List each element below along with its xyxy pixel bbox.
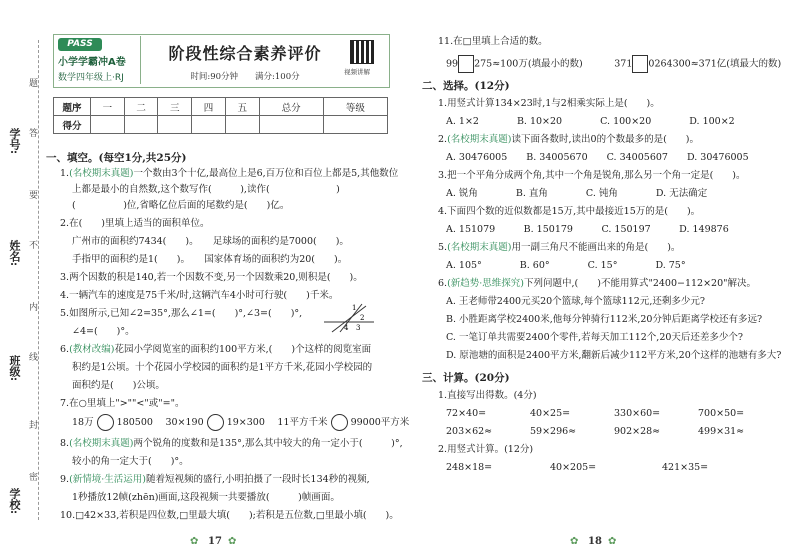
compare-right: 19×300 <box>226 417 265 428</box>
vertical-calc: 248×18= <box>446 462 493 473</box>
page-title: 阶段性综合素养评价 <box>168 44 322 63</box>
question-line: 1秒播放12帧(zhēn)画面,这段视频一共要播放( )帧画面。 <box>72 492 340 503</box>
question-line: 面积约是( )公顷。 <box>72 380 165 391</box>
score-row-label: 得分 <box>54 116 91 134</box>
score-header-cell: 二 <box>124 98 158 116</box>
section-heading: 一、填空。(每空1分,共25分) <box>46 152 187 164</box>
option-line: A. 105° B. 60° C. 15° D. 75° <box>446 260 686 271</box>
option-line: A. 30476005 B. 34005670 C. 34005607 D. 30476005 <box>446 152 749 163</box>
fill-box[interactable] <box>632 55 648 73</box>
option-line: A. 王老师带2400元买20个篮球,每个篮球112元,还剩多少元? <box>446 296 705 307</box>
binding-word: 封 <box>29 418 38 431</box>
score-input-cell[interactable] <box>259 116 323 134</box>
question-line: 手指甲的面积约是1( )。 国家体育场的面积约为20( )。 <box>72 254 348 265</box>
option-line: A. 锐角 B. 直角 C. 钝角 D. 无法确定 <box>446 188 708 199</box>
score-header-cell: 总分 <box>259 98 323 116</box>
score-input-cell[interactable] <box>192 116 226 134</box>
question-line: 1.直接写出得数。(4分) <box>438 390 537 401</box>
question-line: 6.(教材改编)花园小学阅览室的面积约100平方米,( )个这样的阅览室面 <box>60 344 372 355</box>
angle-label: 3 <box>356 324 361 332</box>
leaf-icon: ✿ <box>608 536 617 547</box>
score-table <box>53 97 388 134</box>
question-line: 11.在□里填上合适的数。 <box>438 36 548 47</box>
class-field[interactable]: 班级: <box>8 355 21 382</box>
oral-calc: 40×25= <box>530 408 571 419</box>
compare-circle[interactable] <box>331 414 348 431</box>
page-number: 17 <box>208 536 222 547</box>
question-line: 4.下面四个数的近似数都是15万,其中最接近15万的是( )。 <box>438 206 701 217</box>
oral-calc: 499×31≈ <box>698 426 745 437</box>
score-header-cell: 一 <box>91 98 125 116</box>
qr-label: 视频讲解 <box>344 68 370 76</box>
question-tag: (教材改编) <box>69 344 115 355</box>
series-name: 小学学霸冲A卷 <box>58 57 126 68</box>
angle-label: 2 <box>360 314 365 322</box>
leaf-icon: ✿ <box>228 536 237 547</box>
question-line: 上都是最小的自然数,这个数写作( ),读作( ) <box>72 184 340 195</box>
angle-label: 1 <box>352 304 357 312</box>
oral-calc: 72×40= <box>446 408 487 419</box>
question-line: 5.如图所示,已知∠2=35°,那么∠1=( )°,∠3=( )°, <box>60 308 303 319</box>
question-tag: (名校期末真题) <box>69 168 134 179</box>
compare-right: 180500 <box>116 417 153 428</box>
question-line: 6.(新趋势·思维探究)下列问题中,( )不能用算式"2400−112×20"解决。 <box>438 278 757 289</box>
oral-calc: 700×50= <box>698 408 745 419</box>
page-number: 18 <box>588 536 602 547</box>
score-header-cell: 四 <box>192 98 226 116</box>
option-line: A. 151079 B. 150179 C. 150197 D. 149876 <box>446 224 729 235</box>
angle-label: 4 <box>344 324 349 332</box>
question-line: 10.□42×33,若积是四位数,□里最大填( );若积是五位数,□里最小填( )。 <box>60 510 399 521</box>
angle-figure <box>322 300 376 334</box>
exam-meta: 时间:90分钟 满分:100分 <box>190 72 300 82</box>
binding-word: 要 <box>29 188 38 201</box>
leaf-icon: ✿ <box>190 536 199 547</box>
question-tag: (名校期末真题) <box>447 242 512 253</box>
question-line: 3.把一个平角分成两个角,其中一个角是锐角,那么另一个角一定是( )。 <box>438 170 746 181</box>
compare-left: 30×190 <box>165 417 204 428</box>
compare-left: 11平方千米 <box>277 417 328 428</box>
question-line: 广州市的面积约7434( )。 足球场的面积约是7000( )。 <box>72 236 349 247</box>
brand-logo: PASS <box>58 38 102 51</box>
section-heading: 三、计算。(20分) <box>422 372 510 384</box>
question-tag: (新情境·生活运用) <box>69 474 147 485</box>
score-header-cell: 三 <box>158 98 192 116</box>
grade-label: 数学四年级上·RJ <box>58 73 124 83</box>
compare-right: 99000平方米 <box>350 417 410 428</box>
option-line: A. 1×2 B. 10×20 C. 100×20 D. 100×2 <box>446 116 735 127</box>
score-header-cell: 题序 <box>54 98 91 116</box>
question-line: 9.(新情境·生活运用)随着短视频的盛行,小明拍摄了一段时长134秒的视频, <box>60 474 370 485</box>
binding-word: 密 <box>29 470 38 483</box>
fill-box[interactable] <box>458 55 474 73</box>
score-input-cell[interactable] <box>225 116 259 134</box>
vertical-calc: 421×35= <box>662 462 709 473</box>
binding-word: 题 <box>29 76 38 89</box>
question-line: ∠4=( )°。 <box>72 326 135 337</box>
score-header-cell: 等级 <box>323 98 387 116</box>
score-input-cell[interactable] <box>158 116 192 134</box>
score-input-cell[interactable] <box>323 116 387 134</box>
binding-word: 线 <box>29 350 38 363</box>
question-line: 3.两个因数的积是140,若一个因数不变,另一个因数乘20,则积是( )。 <box>60 272 363 283</box>
oral-calc: 902×28≈ <box>614 426 661 437</box>
binding-dashed-line <box>38 40 39 520</box>
right-page <box>400 0 800 556</box>
question-line: 1.(名校期末真题)一个数由3个十亿,最高位上是6,百万位和百位上都是5,其他数位 <box>60 168 399 179</box>
question-line: ( )位,省略亿位后面的尾数约是( )亿。 <box>72 200 290 211</box>
score-header-cell: 五 <box>225 98 259 116</box>
question-line: 积约是1公顷。十个花园小学校园的面积约是1平方千米,花园小学校园的 <box>72 362 373 373</box>
compare-row <box>72 414 409 431</box>
score-input-cell[interactable] <box>124 116 158 134</box>
question-line: 5.(名校期末真题)用一副三角尺不能画出来的角是( )。 <box>438 242 681 253</box>
fill-row: 99 275≈100万(填最小的数) 371 0264300≈371亿(填最大的数) <box>446 55 781 73</box>
section-heading: 二、选择。(12分) <box>422 80 510 92</box>
leaf-icon: ✿ <box>570 536 579 547</box>
score-input-cell[interactable] <box>91 116 125 134</box>
oral-calc: 330×60= <box>614 408 661 419</box>
binding-word: 答 <box>29 126 38 139</box>
compare-left: 18万 <box>72 417 94 428</box>
question-line: 2.用竖式计算。(12分) <box>438 444 534 455</box>
name-field[interactable]: 姓名: <box>8 240 21 267</box>
option-line: B. 小胜距离学校2400米,他每分钟骑行112米,20分钟后距离学校还有多远? <box>446 314 763 325</box>
option-line: C. 一笔订单共需要2400个零件,若每天加工112个,20天后还差多少个? <box>446 332 744 343</box>
question-line: 较小的角一定大于( )°。 <box>72 456 189 467</box>
question-line: 7.在○里填上">""<"或"="。 <box>60 398 185 409</box>
binding-word: 内 <box>29 300 38 313</box>
question-line: 2.在( )里填上适当的面积单位。 <box>60 218 210 229</box>
question-tag: (名校期末真题) <box>447 134 512 145</box>
school-field[interactable]: 学校: <box>8 488 21 515</box>
oral-calc: 203×62≈ <box>446 426 493 437</box>
option-line: D. 原池塘的面积是2400平方米,翻新后减少112平方米,20个这样的池塘有多大? <box>446 350 782 361</box>
question-line: 2.(名校期末真题)读下面各数时,读出0的个数最多的是( )。 <box>438 134 699 145</box>
compare-circle[interactable] <box>97 414 114 431</box>
binding-word: 不 <box>29 238 38 251</box>
question-line: 4.一辆汽车的速度是75千米/时,这辆汽车4小时可行驶( )千米。 <box>60 290 339 301</box>
question-tag: (新趋势·思维探究) <box>447 278 525 289</box>
student-id-field[interactable]: 学号: <box>8 128 21 155</box>
qr-code-icon[interactable] <box>350 40 374 64</box>
vertical-calc: 40×205= <box>550 462 597 473</box>
header-divider <box>140 36 141 84</box>
compare-circle[interactable] <box>207 414 224 431</box>
question-line: 8.(名校期末真题)两个锐角的度数和是135°,那么其中较大的角一定小于( )°, <box>60 438 403 449</box>
question-line: 1.用竖式计算134×23时,1与2相乘实际上是( )。 <box>438 98 660 109</box>
question-tag: (名校期末真题) <box>69 438 134 449</box>
oral-calc: 59×296≈ <box>530 426 577 437</box>
